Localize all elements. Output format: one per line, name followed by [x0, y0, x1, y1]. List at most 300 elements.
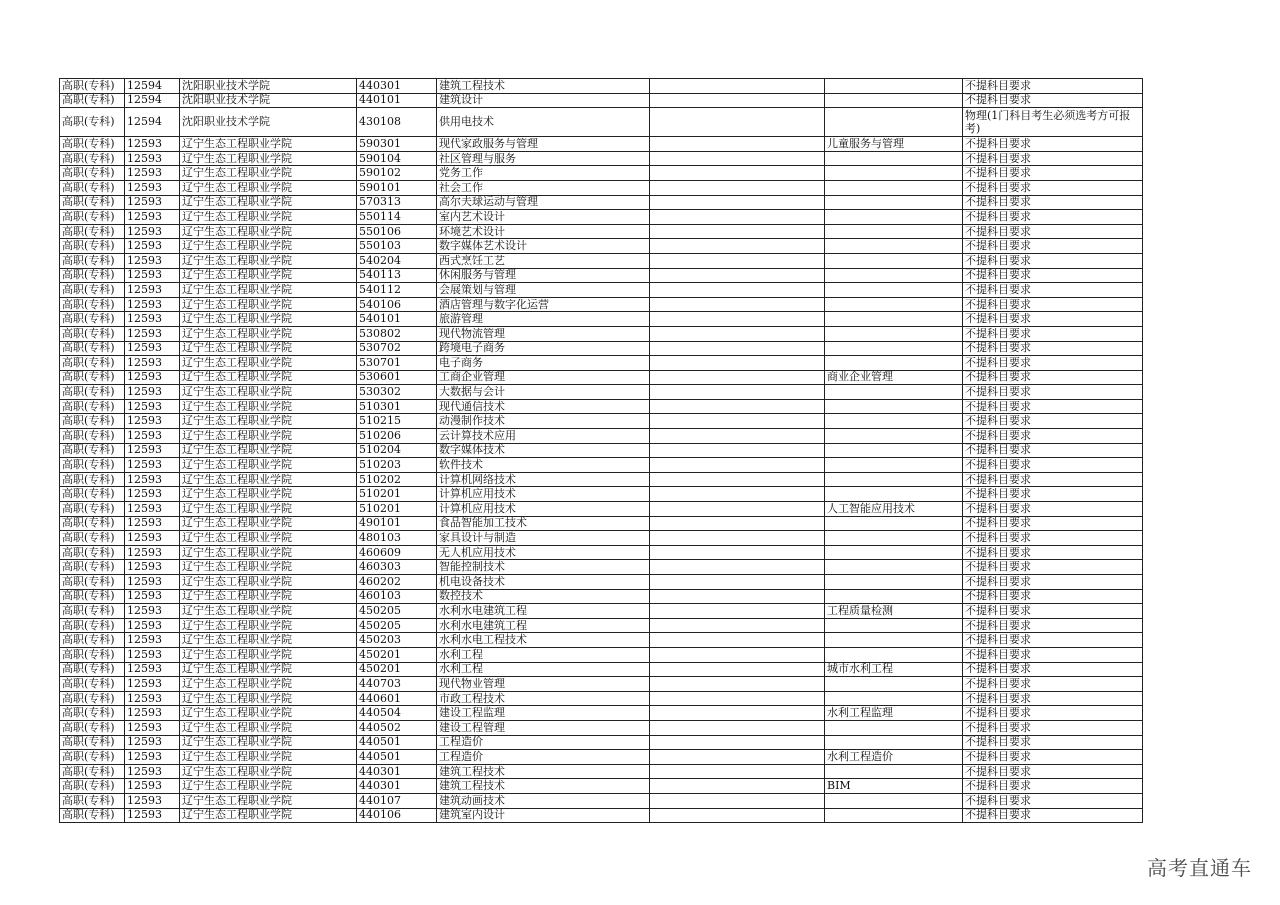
remark-cell	[650, 239, 825, 254]
major-code-cell: 510301	[357, 399, 437, 414]
major-name-cell: 休闲服务与管理	[437, 268, 650, 283]
remark-cell	[650, 137, 825, 152]
school-code-cell: 12593	[125, 195, 180, 210]
school-name-cell: 辽宁生态工程职业学院	[180, 195, 357, 210]
major-code-cell: 540112	[357, 283, 437, 298]
major-name-cell: 现代家政服务与管理	[437, 137, 650, 152]
school-code-cell: 12593	[125, 808, 180, 823]
level-cell: 高职(专科)	[60, 341, 125, 356]
subject-requirement-cell: 不提科目要求	[963, 779, 1143, 794]
remark-cell	[650, 429, 825, 444]
major-code-cell: 460202	[357, 575, 437, 590]
major-code-cell: 550106	[357, 224, 437, 239]
major-name-cell: 社区管理与服务	[437, 151, 650, 166]
direction-cell	[825, 297, 963, 312]
school-name-cell: 辽宁生态工程职业学院	[180, 239, 357, 254]
major-code-cell: 480103	[357, 531, 437, 546]
major-code-cell: 440301	[357, 764, 437, 779]
direction-cell	[825, 356, 963, 371]
direction-cell	[825, 385, 963, 400]
school-code-cell: 12593	[125, 370, 180, 385]
school-name-cell: 辽宁生态工程职业学院	[180, 443, 357, 458]
remark-cell	[650, 108, 825, 137]
remark-cell	[650, 750, 825, 765]
major-name-cell: 云计算技术应用	[437, 429, 650, 444]
table-row	[60, 283, 1143, 298]
major-code-cell: 540113	[357, 268, 437, 283]
direction-cell	[825, 224, 963, 239]
table-row	[60, 531, 1143, 546]
remark-cell	[650, 356, 825, 371]
subject-requirement-cell: 不提科目要求	[963, 224, 1143, 239]
remark-cell	[650, 180, 825, 195]
subject-requirement-cell: 不提科目要求	[963, 429, 1143, 444]
subject-requirement-cell: 不提科目要求	[963, 662, 1143, 677]
school-code-cell: 12593	[125, 297, 180, 312]
major-code-cell: 460103	[357, 589, 437, 604]
subject-requirement-cell: 不提科目要求	[963, 356, 1143, 371]
major-code-cell: 440502	[357, 720, 437, 735]
major-code-cell: 440703	[357, 677, 437, 692]
major-name-cell: 党务工作	[437, 166, 650, 181]
remark-cell	[650, 779, 825, 794]
level-cell: 高职(专科)	[60, 297, 125, 312]
level-cell: 高职(专科)	[60, 385, 125, 400]
table-row	[60, 108, 1143, 137]
direction-cell	[825, 429, 963, 444]
school-name-cell: 辽宁生态工程职业学院	[180, 677, 357, 692]
school-code-cell: 12593	[125, 137, 180, 152]
subject-requirement-cell: 不提科目要求	[963, 764, 1143, 779]
major-name-cell: 室内艺术设计	[437, 210, 650, 225]
school-name-cell: 辽宁生态工程职业学院	[180, 166, 357, 181]
school-name-cell: 辽宁生态工程职业学院	[180, 808, 357, 823]
major-code-cell: 490101	[357, 516, 437, 531]
school-name-cell: 辽宁生态工程职业学院	[180, 429, 357, 444]
school-code-cell: 12593	[125, 472, 180, 487]
major-code-cell: 540101	[357, 312, 437, 327]
major-code-cell: 440107	[357, 793, 437, 808]
level-cell: 高职(专科)	[60, 487, 125, 502]
direction-cell	[825, 253, 963, 268]
direction-cell	[825, 195, 963, 210]
table-row	[60, 253, 1143, 268]
school-code-cell: 12593	[125, 604, 180, 619]
table-row	[60, 545, 1143, 560]
remark-cell	[650, 443, 825, 458]
school-name-cell: 辽宁生态工程职业学院	[180, 414, 357, 429]
level-cell: 高职(专科)	[60, 429, 125, 444]
school-code-cell: 12593	[125, 531, 180, 546]
direction-cell	[825, 151, 963, 166]
direction-cell	[825, 647, 963, 662]
major-name-cell: 动漫制作技术	[437, 414, 650, 429]
table-row	[60, 224, 1143, 239]
table-row	[60, 618, 1143, 633]
direction-cell	[825, 458, 963, 473]
watermark-text: 高考直通车	[1147, 856, 1252, 880]
major-code-cell: 450205	[357, 618, 437, 633]
table-row	[60, 575, 1143, 590]
school-code-cell: 12593	[125, 356, 180, 371]
table-row	[60, 356, 1143, 371]
school-name-cell: 辽宁生态工程职业学院	[180, 793, 357, 808]
major-code-cell: 530601	[357, 370, 437, 385]
major-name-cell: 软件技术	[437, 458, 650, 473]
level-cell: 高职(专科)	[60, 545, 125, 560]
level-cell: 高职(专科)	[60, 137, 125, 152]
level-cell: 高职(专科)	[60, 793, 125, 808]
remark-cell	[650, 210, 825, 225]
school-code-cell: 12593	[125, 618, 180, 633]
subject-requirement-cell: 不提科目要求	[963, 618, 1143, 633]
school-name-cell: 辽宁生态工程职业学院	[180, 764, 357, 779]
major-code-cell: 590101	[357, 180, 437, 195]
level-cell: 高职(专科)	[60, 589, 125, 604]
major-name-cell: 无人机应用技术	[437, 545, 650, 560]
major-name-cell: 环境艺术设计	[437, 224, 650, 239]
remark-cell	[650, 720, 825, 735]
direction-cell	[825, 443, 963, 458]
school-name-cell: 辽宁生态工程职业学院	[180, 589, 357, 604]
school-code-cell: 12593	[125, 735, 180, 750]
direction-cell	[825, 720, 963, 735]
subject-requirement-cell: 不提科目要求	[963, 575, 1143, 590]
direction-cell: 水利工程造价	[825, 750, 963, 765]
major-name-cell: 工程造价	[437, 750, 650, 765]
school-code-cell: 12593	[125, 545, 180, 560]
table-row	[60, 166, 1143, 181]
direction-cell: 人工智能应用技术	[825, 502, 963, 517]
school-name-cell: 辽宁生态工程职业学院	[180, 341, 357, 356]
major-name-cell: 现代通信技术	[437, 399, 650, 414]
level-cell: 高职(专科)	[60, 224, 125, 239]
direction-cell: BIM	[825, 779, 963, 794]
level-cell: 高职(专科)	[60, 735, 125, 750]
remark-cell	[650, 414, 825, 429]
major-code-cell: 590102	[357, 166, 437, 181]
school-code-cell: 12593	[125, 239, 180, 254]
school-code-cell: 12593	[125, 502, 180, 517]
level-cell: 高职(专科)	[60, 166, 125, 181]
school-name-cell: 辽宁生态工程职业学院	[180, 575, 357, 590]
school-name-cell: 辽宁生态工程职业学院	[180, 735, 357, 750]
direction-cell	[825, 268, 963, 283]
school-name-cell: 辽宁生态工程职业学院	[180, 750, 357, 765]
direction-cell	[825, 93, 963, 108]
direction-cell	[825, 808, 963, 823]
major-name-cell: 会展策划与管理	[437, 283, 650, 298]
major-name-cell: 社会工作	[437, 180, 650, 195]
level-cell: 高职(专科)	[60, 326, 125, 341]
table-row	[60, 79, 1143, 94]
level-cell: 高职(专科)	[60, 93, 125, 108]
subject-requirement-cell: 不提科目要求	[963, 399, 1143, 414]
direction-cell	[825, 283, 963, 298]
school-name-cell: 辽宁生态工程职业学院	[180, 283, 357, 298]
level-cell: 高职(专科)	[60, 633, 125, 648]
major-code-cell: 510215	[357, 414, 437, 429]
remark-cell	[650, 604, 825, 619]
table-row	[60, 677, 1143, 692]
school-code-cell: 12593	[125, 341, 180, 356]
subject-requirement-cell: 不提科目要求	[963, 458, 1143, 473]
level-cell: 高职(专科)	[60, 691, 125, 706]
school-code-cell: 12593	[125, 750, 180, 765]
level-cell: 高职(专科)	[60, 575, 125, 590]
school-name-cell: 辽宁生态工程职业学院	[180, 516, 357, 531]
direction-cell	[825, 545, 963, 560]
direction-cell: 商业企业管理	[825, 370, 963, 385]
school-code-cell: 12594	[125, 108, 180, 137]
table-row	[60, 691, 1143, 706]
level-cell: 高职(专科)	[60, 706, 125, 721]
level-cell: 高职(专科)	[60, 239, 125, 254]
table-row	[60, 341, 1143, 356]
level-cell: 高职(专科)	[60, 472, 125, 487]
direction-cell	[825, 589, 963, 604]
level-cell: 高职(专科)	[60, 808, 125, 823]
remark-cell	[650, 793, 825, 808]
table-row	[60, 706, 1143, 721]
school-name-cell: 沈阳职业技术学院	[180, 108, 357, 137]
remark-cell	[650, 195, 825, 210]
major-code-cell: 460303	[357, 560, 437, 575]
table-row	[60, 662, 1143, 677]
school-code-cell: 12594	[125, 79, 180, 94]
direction-cell	[825, 210, 963, 225]
major-code-cell: 550103	[357, 239, 437, 254]
school-name-cell: 辽宁生态工程职业学院	[180, 618, 357, 633]
major-name-cell: 现代物流管理	[437, 326, 650, 341]
level-cell: 高职(专科)	[60, 647, 125, 662]
major-code-cell: 440501	[357, 735, 437, 750]
major-name-cell: 计算机应用技术	[437, 487, 650, 502]
subject-requirement-cell: 不提科目要求	[963, 210, 1143, 225]
school-name-cell: 辽宁生态工程职业学院	[180, 268, 357, 283]
level-cell: 高职(专科)	[60, 779, 125, 794]
remark-cell	[650, 502, 825, 517]
school-name-cell: 辽宁生态工程职业学院	[180, 210, 357, 225]
table-row	[60, 764, 1143, 779]
major-name-cell: 建筑室内设计	[437, 808, 650, 823]
table-row	[60, 93, 1143, 108]
subject-requirement-cell: 不提科目要求	[963, 560, 1143, 575]
table-row	[60, 793, 1143, 808]
direction-cell: 儿童服务与管理	[825, 137, 963, 152]
major-code-cell: 440301	[357, 79, 437, 94]
direction-cell	[825, 516, 963, 531]
major-name-cell: 智能控制技术	[437, 560, 650, 575]
table-row	[60, 750, 1143, 765]
major-name-cell: 工程造价	[437, 735, 650, 750]
school-name-cell: 辽宁生态工程职业学院	[180, 253, 357, 268]
subject-requirement-cell: 不提科目要求	[963, 253, 1143, 268]
school-code-cell: 12593	[125, 793, 180, 808]
remark-cell	[650, 385, 825, 400]
direction-cell	[825, 793, 963, 808]
major-code-cell: 510204	[357, 443, 437, 458]
table-row	[60, 399, 1143, 414]
direction-cell	[825, 677, 963, 692]
school-code-cell: 12593	[125, 180, 180, 195]
level-cell: 高职(专科)	[60, 399, 125, 414]
direction-cell	[825, 575, 963, 590]
major-code-cell: 440504	[357, 706, 437, 721]
subject-requirement-cell: 不提科目要求	[963, 808, 1143, 823]
remark-cell	[650, 297, 825, 312]
subject-requirement-cell: 不提科目要求	[963, 487, 1143, 502]
subject-requirement-cell: 不提科目要求	[963, 750, 1143, 765]
subject-requirement-cell: 不提科目要求	[963, 589, 1143, 604]
school-code-cell: 12593	[125, 429, 180, 444]
direction-cell	[825, 531, 963, 546]
level-cell: 高职(专科)	[60, 312, 125, 327]
major-code-cell: 450205	[357, 604, 437, 619]
subject-requirement-cell: 不提科目要求	[963, 195, 1143, 210]
school-name-cell: 辽宁生态工程职业学院	[180, 399, 357, 414]
level-cell: 高职(专科)	[60, 414, 125, 429]
level-cell: 高职(专科)	[60, 253, 125, 268]
major-name-cell: 建设工程管理	[437, 720, 650, 735]
subject-requirement-cell: 不提科目要求	[963, 283, 1143, 298]
school-name-cell: 辽宁生态工程职业学院	[180, 604, 357, 619]
school-code-cell: 12593	[125, 779, 180, 794]
table-row	[60, 487, 1143, 502]
direction-cell: 水利工程监理	[825, 706, 963, 721]
direction-cell	[825, 764, 963, 779]
table-row	[60, 647, 1143, 662]
school-code-cell: 12593	[125, 326, 180, 341]
subject-requirement-cell: 不提科目要求	[963, 793, 1143, 808]
major-name-cell: 建筑工程技术	[437, 79, 650, 94]
direction-cell: 城市水利工程	[825, 662, 963, 677]
major-name-cell: 电子商务	[437, 356, 650, 371]
remark-cell	[650, 575, 825, 590]
subject-requirement-cell: 不提科目要求	[963, 137, 1143, 152]
major-code-cell: 510206	[357, 429, 437, 444]
level-cell: 高职(专科)	[60, 604, 125, 619]
school-name-cell: 辽宁生态工程职业学院	[180, 647, 357, 662]
major-name-cell: 大数据与会计	[437, 385, 650, 400]
table-row	[60, 604, 1143, 619]
major-name-cell: 家具设计与制造	[437, 531, 650, 546]
level-cell: 高职(专科)	[60, 151, 125, 166]
major-name-cell: 工商企业管理	[437, 370, 650, 385]
level-cell: 高职(专科)	[60, 283, 125, 298]
direction-cell	[825, 399, 963, 414]
major-code-cell: 430108	[357, 108, 437, 137]
major-name-cell: 水利水电建筑工程	[437, 604, 650, 619]
remark-cell	[650, 370, 825, 385]
school-code-cell: 12593	[125, 385, 180, 400]
school-code-cell: 12593	[125, 720, 180, 735]
table-row	[60, 239, 1143, 254]
table-row	[60, 151, 1143, 166]
school-name-cell: 辽宁生态工程职业学院	[180, 706, 357, 721]
subject-requirement-cell: 不提科目要求	[963, 531, 1143, 546]
remark-cell	[650, 516, 825, 531]
level-cell: 高职(专科)	[60, 502, 125, 517]
major-name-cell: 计算机应用技术	[437, 502, 650, 517]
school-code-cell: 12593	[125, 589, 180, 604]
table-row	[60, 312, 1143, 327]
direction-cell	[825, 180, 963, 195]
school-name-cell: 辽宁生态工程职业学院	[180, 137, 357, 152]
table-row	[60, 560, 1143, 575]
major-name-cell: 西式烹饪工艺	[437, 253, 650, 268]
school-name-cell: 辽宁生态工程职业学院	[180, 779, 357, 794]
major-name-cell: 市政工程技术	[437, 691, 650, 706]
remark-cell	[650, 458, 825, 473]
table-row	[60, 429, 1143, 444]
remark-cell	[650, 166, 825, 181]
level-cell: 高职(专科)	[60, 560, 125, 575]
table-row	[60, 195, 1143, 210]
remark-cell	[650, 472, 825, 487]
school-name-cell: 辽宁生态工程职业学院	[180, 385, 357, 400]
direction-cell	[825, 735, 963, 750]
major-name-cell: 跨境电子商务	[437, 341, 650, 356]
subject-requirement-cell: 不提科目要求	[963, 443, 1143, 458]
major-code-cell: 530701	[357, 356, 437, 371]
school-name-cell: 辽宁生态工程职业学院	[180, 560, 357, 575]
subject-requirement-cell: 不提科目要求	[963, 239, 1143, 254]
school-code-cell: 12593	[125, 312, 180, 327]
major-name-cell: 水利水电工程技术	[437, 633, 650, 648]
table-row	[60, 137, 1143, 152]
school-name-cell: 辽宁生态工程职业学院	[180, 531, 357, 546]
school-code-cell: 12593	[125, 662, 180, 677]
school-name-cell: 辽宁生态工程职业学院	[180, 472, 357, 487]
remark-cell	[650, 253, 825, 268]
subject-requirement-cell: 不提科目要求	[963, 545, 1143, 560]
remark-cell	[650, 312, 825, 327]
major-name-cell: 数字媒体技术	[437, 443, 650, 458]
school-name-cell: 沈阳职业技术学院	[180, 79, 357, 94]
subject-requirement-cell: 不提科目要求	[963, 297, 1143, 312]
school-code-cell: 12593	[125, 210, 180, 225]
school-name-cell: 辽宁生态工程职业学院	[180, 312, 357, 327]
major-name-cell: 旅游管理	[437, 312, 650, 327]
school-code-cell: 12593	[125, 764, 180, 779]
remark-cell	[650, 399, 825, 414]
major-code-cell: 440301	[357, 779, 437, 794]
level-cell: 高职(专科)	[60, 516, 125, 531]
level-cell: 高职(专科)	[60, 662, 125, 677]
school-code-cell: 12594	[125, 93, 180, 108]
school-code-cell: 12593	[125, 677, 180, 692]
school-code-cell: 12593	[125, 575, 180, 590]
school-code-cell: 12593	[125, 633, 180, 648]
table-row	[60, 414, 1143, 429]
table-row	[60, 502, 1143, 517]
major-code-cell: 510202	[357, 472, 437, 487]
school-code-cell: 12593	[125, 414, 180, 429]
subject-requirement-cell: 不提科目要求	[963, 79, 1143, 94]
school-code-cell: 12593	[125, 283, 180, 298]
major-name-cell: 酒店管理与数字化运营	[437, 297, 650, 312]
table-row	[60, 589, 1143, 604]
school-code-cell: 12593	[125, 560, 180, 575]
direction-cell	[825, 472, 963, 487]
table-row	[60, 735, 1143, 750]
school-name-cell: 辽宁生态工程职业学院	[180, 356, 357, 371]
remark-cell	[650, 151, 825, 166]
major-code-cell: 510203	[357, 458, 437, 473]
level-cell: 高职(专科)	[60, 370, 125, 385]
level-cell: 高职(专科)	[60, 195, 125, 210]
